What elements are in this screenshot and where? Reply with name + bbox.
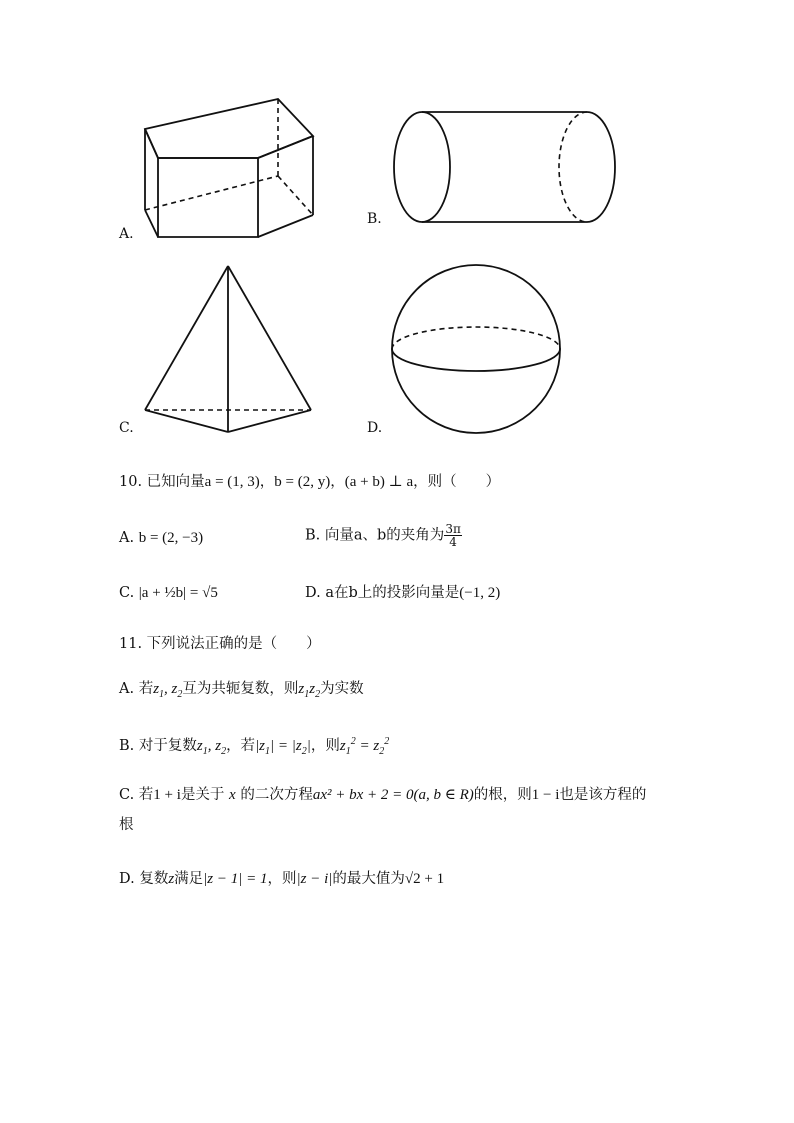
- q11-option-c: C. 若1 + i是关于 x 的二次方程ax² + bx + 2 = 0(a, b ∈ R)的根，则1 − i也是该方程的: [119, 787, 647, 803]
- figure-d-label: D.: [367, 420, 383, 436]
- figure-b-cylinder: [394, 112, 615, 222]
- q10-option-c: C. |a + ½b| = √5: [119, 585, 218, 601]
- q11-option-c-cont: 根: [119, 817, 134, 833]
- figure-c-label: C.: [119, 420, 134, 436]
- q11-stem: 11. 下列说法正确的是（ ）: [119, 636, 321, 652]
- figure-a-prism: [145, 99, 313, 237]
- figure-c-pyramid: [145, 266, 311, 432]
- q11-option-d: D. 复数z满足|z − 1| = 1，则|z − i|的最大值为√2 + 1: [119, 871, 445, 887]
- figure-b-label: B.: [367, 211, 382, 227]
- q10-b-eq: b = (2, y): [274, 474, 331, 490]
- q10-option-b: B. 向量a、b的夹角为 $\frac{3\pi}{4}$: [305, 522, 461, 549]
- q10-stem: 10. 已知向量a = (1, 3)，b = (2, y)，(a + b) ⊥ a，则（ ）: [119, 474, 501, 490]
- figure-d-sphere: [392, 265, 560, 433]
- q10-option-a: A. b = (2, −3): [119, 530, 204, 546]
- q10-perp: (a + b) ⊥ a: [344, 474, 414, 490]
- q11-option-b: B. 对于复数$z_1$, $z_2$，若$|z_1| = |z_2|$，则$z_1^2 = z_2^2$: [119, 736, 390, 757]
- q10-a-eq: a = (1, 3): [204, 474, 260, 490]
- angle-fraction: $\frac{3\pi}{4}$: [445, 522, 461, 549]
- q11-option-a: A. 若$z_1$, $z_2$互为共轭复数，则$z_1z_2$为实数: [119, 681, 364, 700]
- figure-a-label: A.: [119, 226, 134, 242]
- q10-option-d: D. a在b上的投影向量是(−1, 2): [305, 585, 501, 601]
